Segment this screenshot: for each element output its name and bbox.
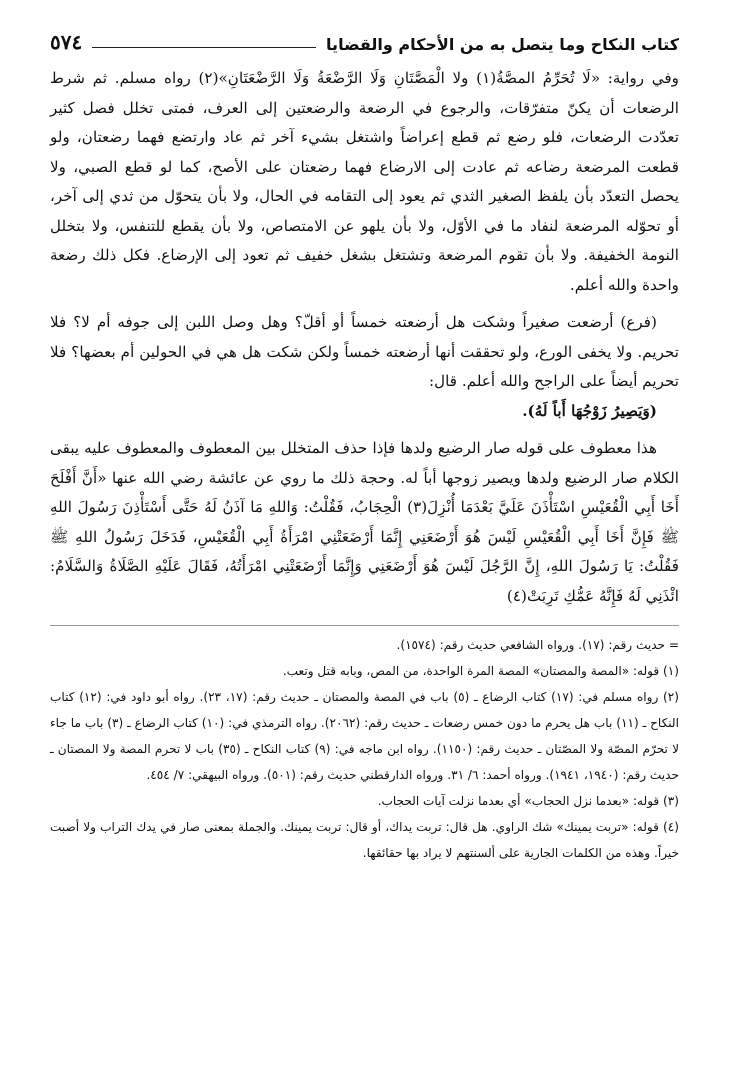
footnote-3: (٣) قوله: «بعدما نزل الحجاب» أي بعدما نزلت آيات الحجاب.: [377, 794, 679, 808]
footnote-2: (٢) رواه مسلم في: (١٧) كتاب الرضاع ـ (٥) باب في المصة والمصتان ـ حديث رقم: (١٧، ٢٣). رواه أبو داود في: (١٢) كتاب النكاح ـ (١١) باب هل يحرم ما دون خمس رضعات ـ حديث رقم: (٢٠٦٢). رواه الترمذي في: (١٠) كتاب الرضاع ـ (٣) باب ما جاء لا تحرّم المصّة ولا المصّتان ـ حديث رقم: (١١٥٠). رواه ابن ماجه في: (٩) كتاب النكاح ـ (٣٥) باب لا تحرم المصة ولا المصتان ـ حديث رقم: (١٩٤٠، ١٩٤١). ورواه أحمد: ٦/ ٣١. ورواه الدارقطني حديث رقم: (٥٠١). ورواه البيهقي: ٧/ ٤٥٤.: [50, 690, 679, 782]
footnote-1: (١) قوله: «المصة والمصتان» المصة المرة الواحدة، من المص، وبابه قتل وتعب.: [282, 664, 679, 678]
page-header: [50, 26, 679, 54]
footnote-4: (٤) قوله: «تربت يمينك» شك الراوي. هل قال: تربت يداك، أو قال: تربت يمينك. والجملة بمعنى صار في يدك التراب ولا أصبت خيراً. وهذه من الكلمات الجارية على ألسنتهم لا يراد بها حقائقها.: [50, 820, 679, 860]
matn-quote: (وَيَصِيرُ زَوْجُهَا أَباً لَهُ).: [522, 401, 657, 420]
footnote-continuation: = حديث رقم: (١٧). ورواه الشافعي حديث رقم: (١٥٧٤).: [396, 638, 679, 652]
running-title: كتاب النكاح وما يتصل به من الأحكام والقضايا: [326, 35, 679, 54]
paragraph: (فرع) أرضعت صغيراً وشكت هل أرضعته خمساً أو أقلّ؟ وهل وصل اللبن إلى جوفه أم لا؟ فلا تحريم. ولا يخفى الورع، ولو تحققت أنها أرضعته خمساً ولكن شكت هل هي في الحولين أم بعضها؟ فلا تحريم أيضاً على الراجح والله أعلم. قال:: [50, 313, 679, 390]
header-rule: [92, 47, 316, 48]
paragraph: هذا معطوف على قوله صار الرضيع ولدها فإذا حذف المتخلل بين المعطوف والمعطوف عليه يبقى الكلام صار الرضيع ولدها ويصير زوجها أباً له. وحجة ذلك ما روي عن عائشة رضي الله عنها «أَنَّ أَفْلَحَ أَخَا أَبِي الْقُعَيْسِ اسْتَأْذَنَ عَلَيَّ بَعْدَمَا أُنْزِلَ(٣) الْحِجَابُ، فَقُلْتُ: وَاللهِ مَا آذَنُ لَهُ حَتَّى أَسْتَأْذِنَ رَسُولَ اللهِ ﷺ فَإِنَّ أَخَا أَبِي الْقُعَيْسِ لَيْسَ هُوَ أَرْضَعَنِي إِنَّمَا أَرْضَعَتْنِي امْرَأَةُ أَبِي الْقُعَيْسِ، فَدَخَلَ رَسُولُ اللهِ ﷺ فَقُلْتُ: يَا رَسُولَ اللهِ، إِنَّ الرَّجُلَ لَيْسَ هُوَ أَرْضَعَنِي وَإِنَّمَا أَرْضَعَتْنِي امْرَأَتُهُ، فَقَالَ عَلَيْهِ الصَّلَاةُ وَالسَّلَامُ: ائْذَنِي لَهُ فَإِنَّهُ عَمُّكِ تَرِبَتْ(٤): [50, 439, 679, 605]
main-text: [50, 64, 679, 611]
footnotes: [50, 632, 679, 866]
spacer: [50, 426, 679, 434]
paragraph: وفي رواية: «لَا تُحَرِّمُ المصَّةُ(١) ولا الْمَصَّتَانِ وَلَا الرَّضْعَةُ وَلَا الرَّضْعَتَانِ»(٢) رواه مسلم. ثم شرط الرضعات أن يكنّ متفرّقات، والرجوع في الرضعة والرضعتين إلى العرف، فمتى تخلل فصل كثير تعدّدت الرضعات، فلو رضع ثم قطع إعراضاً واشتغل بشيء آخر ثم عاد وارتضع فهما رضعتان، ولو قطعت المرضعة رضاعه ثم عادت إلى الارضاع فهما رضعتان على الأصح، كما لو قطع الصبي، ولا يحصل التعدّد بأن يلفظ الصغير الثدي ثم يعود إلى التقامه في الحال، ولا بأن يتحوّل من ثدي إلى آخر، أو تحوّله المرضعة لنفاد ما في الأوّل، ولا بأن يلهو عن الامتصاص، ولا بأن يقطع للتنفس، ولا بتخلل النومة الخفيفة. ولا بأن تقوم المرضعة وتشتغل بشغل خفيف ثم تعود إلى الإرضاع. فكل ذلك رضعة واحدة والله أعلم.: [50, 69, 680, 294]
spacer: [50, 300, 679, 308]
footnote-separator: [50, 625, 679, 626]
page-number: ٥٧٤: [50, 30, 83, 54]
